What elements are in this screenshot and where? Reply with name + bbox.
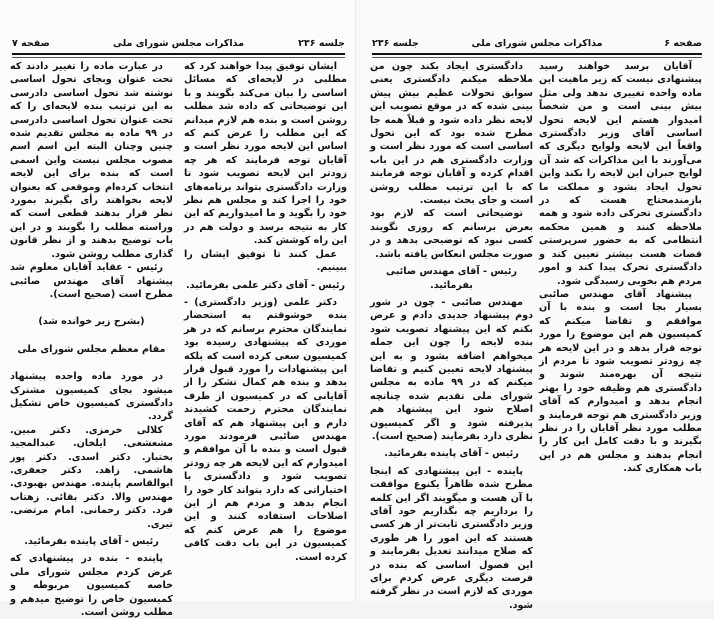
paragraph: دادگستری ایجاد بکند چون من ملاحظه میکنم دادگستری یعنی سوابق تحولات عظیم بیش پیش بینی شده که در موقع تصویب این لایحه نظر داده شود و قبلاً همه جا مطرح شده بود که این تحول اساسی است که مورد نظر است و وزارت دادگستری هم در این باب اقدام کرده و آقایان توجه فرمایند که با این ترتیب مطلب روشن است و جای بحث نیست. bbox=[370, 61, 533, 207]
text-column-left bbox=[370, 60, 533, 611]
paragraph: در عبارت ماده را تغییر دادند که تحت عنوان وبجای تحول اساسی نوشته شد تحول اساسی دادرسی به این ترتیب بنده لایحه‌ای را که تحت عنوان تحول اساسی دادرسی در ۹۹ ماده به مجلس تقدیم شده چنین وچنان البته این اسم اسم مصوب مجلس نیست واین اسمی است که بنده برای این لایحه انتخاب کرده‌ام وموقعی که بعنوان لایحه بخواهند رأی بگیرند بمورد نظر قرار بدهند قطعی است که وراسته مطلب را بگویند و در این باب توضیح بدهند و از نظر قانون گذاری مطلب روشن شود. bbox=[10, 61, 173, 260]
header-rule-thin bbox=[12, 57, 345, 58]
right-page bbox=[360, 0, 714, 611]
text-column-right bbox=[539, 60, 702, 593]
paragraph: عمل کنند تا توفیق ایشان را ببینیم. bbox=[184, 248, 347, 274]
signatories: کلالی خرمزی. دکتر مبین. مشعشعی. ایلخان. عبدالمجید بختیار. دکتر اسدی. دکتر پور هاشمی. زاهد. دکتر جعفری. ابوالقاسم پاینده. مهندس بهبودی. مهندس والا. دکتر بقائی. زهتاب فرد. دکتر رحمانی. امام مرتضی. تیری. bbox=[10, 424, 173, 530]
page-header bbox=[12, 38, 345, 52]
text-column-right bbox=[184, 60, 347, 593]
running-title: مذاکرات مجلس شورای ملی bbox=[471, 38, 603, 49]
paragraph: توضیحاتی است که لازم بود بعرض برسانم که روزی نگویند کسی نبود که توضیحی بدهد و در صورت مجلس انعکاس یافته باشد. bbox=[370, 208, 533, 260]
note: (بشرح زیر خوانده شد) bbox=[38, 316, 145, 328]
paragraph: پاینده - بنده در پیشنهادی که عرض کردم مجلس شورای ملی خاصه کمیسیون مربوطه و کمیسیون خاص را توضیح میدهم و مطلب روشن است. bbox=[10, 553, 173, 619]
page-header bbox=[372, 38, 702, 52]
speaker-heading: رئیس - آقای دکتر علمی بفرمائید. bbox=[186, 279, 345, 291]
paragraph: پاینده - این پیشنهادی که اینجا مطرح شده ظاهراً یکنوع موافقت با آن هست و میگویند اگر این کلمه را برداریم چه بگذاریم خود آقای وزیر دادگستری ثابت‌تر از هر کسی هستند که این امور را هر طوری که صلاح میدانند تعدیل بفرمایند و این فصول اساسی که بنده در فرصت دیگری عرض کردم برای موردی که لازم است در نظر گرفته شود. bbox=[370, 465, 533, 611]
session-number: جلسه ۲۳۶ bbox=[372, 38, 419, 49]
page-number: صفحه ۷ bbox=[12, 38, 50, 49]
paragraph: دکتر علمی (وزیر دادگستری) - بنده خوشوقتم به استحضار نمایندگان محترم برسانم که در هر موردی که پیشنهادی رسیده بود کمیسیون سعی کرده است که بلکه این پیشنهادات را مورد قبول قرار بدهد و بنده هم کمال تشکر را از آقایانی که در کمیسیون از طرف نمایندگان محترم زحمت کشیدند دارم و این پیشنهاد هم که آقای مهندس صائبی فرمودند مورد قبول است و بنده با آن موافقم و امیدوارم که این لایحه هر چه زودتر تصویب شود و دادگستری با اختیاراتی که دارد بتواند کار خود را انجام بدهد و مردم هم از این اصلاحات استفاده کنند و این موضوع را هم عرض کنم که کمیسیون در این باب دقت کافی کرده است. bbox=[184, 296, 347, 563]
address-heading: مقام معظم مجلس شورای ملی bbox=[17, 343, 166, 355]
page-number: صفحه ۶ bbox=[664, 38, 702, 49]
paragraph: مهندس صائبی - چون در شور دوم پیشنهاد جدیدی دادم و عرض بکنم که این پیشنهاد تصویب شود بنده لایحه را چون این جمله میخواهم اضافه بشود و به این پیشنهاد لایحه تعیین کنیم و تقاضا میکنم که در ۹۹ ماده به مجلس شورای ملی تقدیم شده چنانچه اصلاح شود این پیشنهاد هم پذیرفته شود و اگر کمیسیون نظری دارد بفرمایند (صحیح است). bbox=[370, 296, 533, 442]
paragraph: رئیس - عقاید آقایان معلوم شد پیشنهاد آقای مهندس صائبی مطرح است (صحیح است). bbox=[10, 262, 173, 300]
paragraph: پیشنهاد آقای مهندس صائبی بسیار بجا است و بنده با آن موافقم و تقاضا میکنم که کمیسیون هم این موضوع را مورد توجه قرار بدهد و در این لایحه هر چه زودتر تصویب شود تا مردم از نتیجه آن بهره‌مند شوند و دادگستری هم وظیفه خود را بهتر انجام بدهد و امیدوارم که آقای وزیر دادگستری هم توجه فرمایند و مطلب مورد نظر آقایان را در نظر بگیرند و با دقت کامل این کار را انجام بدهند و مجلس هم در این باب همکاری کند. bbox=[539, 288, 702, 475]
running-title: مذاکرات مجلس شورای ملی bbox=[113, 38, 244, 49]
text-column-left bbox=[10, 60, 173, 619]
header-rule-thin bbox=[372, 57, 702, 58]
proposal-text: در مورد ماده واحده پیشنهاد میشود بجای کمیسیون مشترک دادگستری کمیسیون خاص تشکیل گردد. bbox=[10, 371, 173, 423]
paragraph: ایشان توفیق پیدا خواهند کرد که مطلبی در لایحه‌ای که مسائل اساسی را بیان می‌کند بگویند و با این توضیحاتی که داده شد مطلب روشن است و بنده هم لازم میدانم که این مطلب را عرض کنم که اساس این لایحه مورد نظر است و آقایان توجه فرمایند که هر چه زودتر این لایحه تصویب شود تا وزارت دادگستری بتواند برنامه‌های خود را اجرا کند و مجلس هم نظر خود را بگوید و ما امیدواریم که این کار به نتیجه برسد و دولت هم در این راه کوشش کند. bbox=[184, 61, 347, 247]
speaker-heading: رئیس - آقای پاینده بفرمائید. bbox=[24, 536, 159, 547]
speaker-heading: رئیس - آقای پاینده بفرمائید. bbox=[384, 448, 519, 460]
header-rule bbox=[12, 53, 345, 55]
speaker-heading: رئیس - آقای مهندس صائبی بفرمائید. bbox=[386, 266, 517, 291]
paragraph: آقایان برسد خواهند رسید پیشنهادی نیست که زیر ماهیت این ماده واحده تغییری ندهد ولی مثل بیش بینی است و من شخصاً امیدوار هستم این لایحه تحول اساسی آقای وزیر دادگستری واقعاً این لایحه ولوایح دیگری که می‌آورند با این مذاکرات که شد آن لوایح جبران این لایحه را بکند واین تحول ایجاد بشود و مملکت ما بازمندمحتاج هست که در دادگستری تحرکی داده شود و همه ملاحظه کنند و همین محکمه انتظامی که به حضور سرپرستی قضات هست بیشتر تعیین کند و دادگستری تحرک پیدا کند و امور مردم هم بخوبی رسیدگی شود. bbox=[539, 61, 702, 287]
session-number: جلسه ۲۳۶ bbox=[298, 38, 345, 49]
header-rule bbox=[372, 53, 702, 55]
